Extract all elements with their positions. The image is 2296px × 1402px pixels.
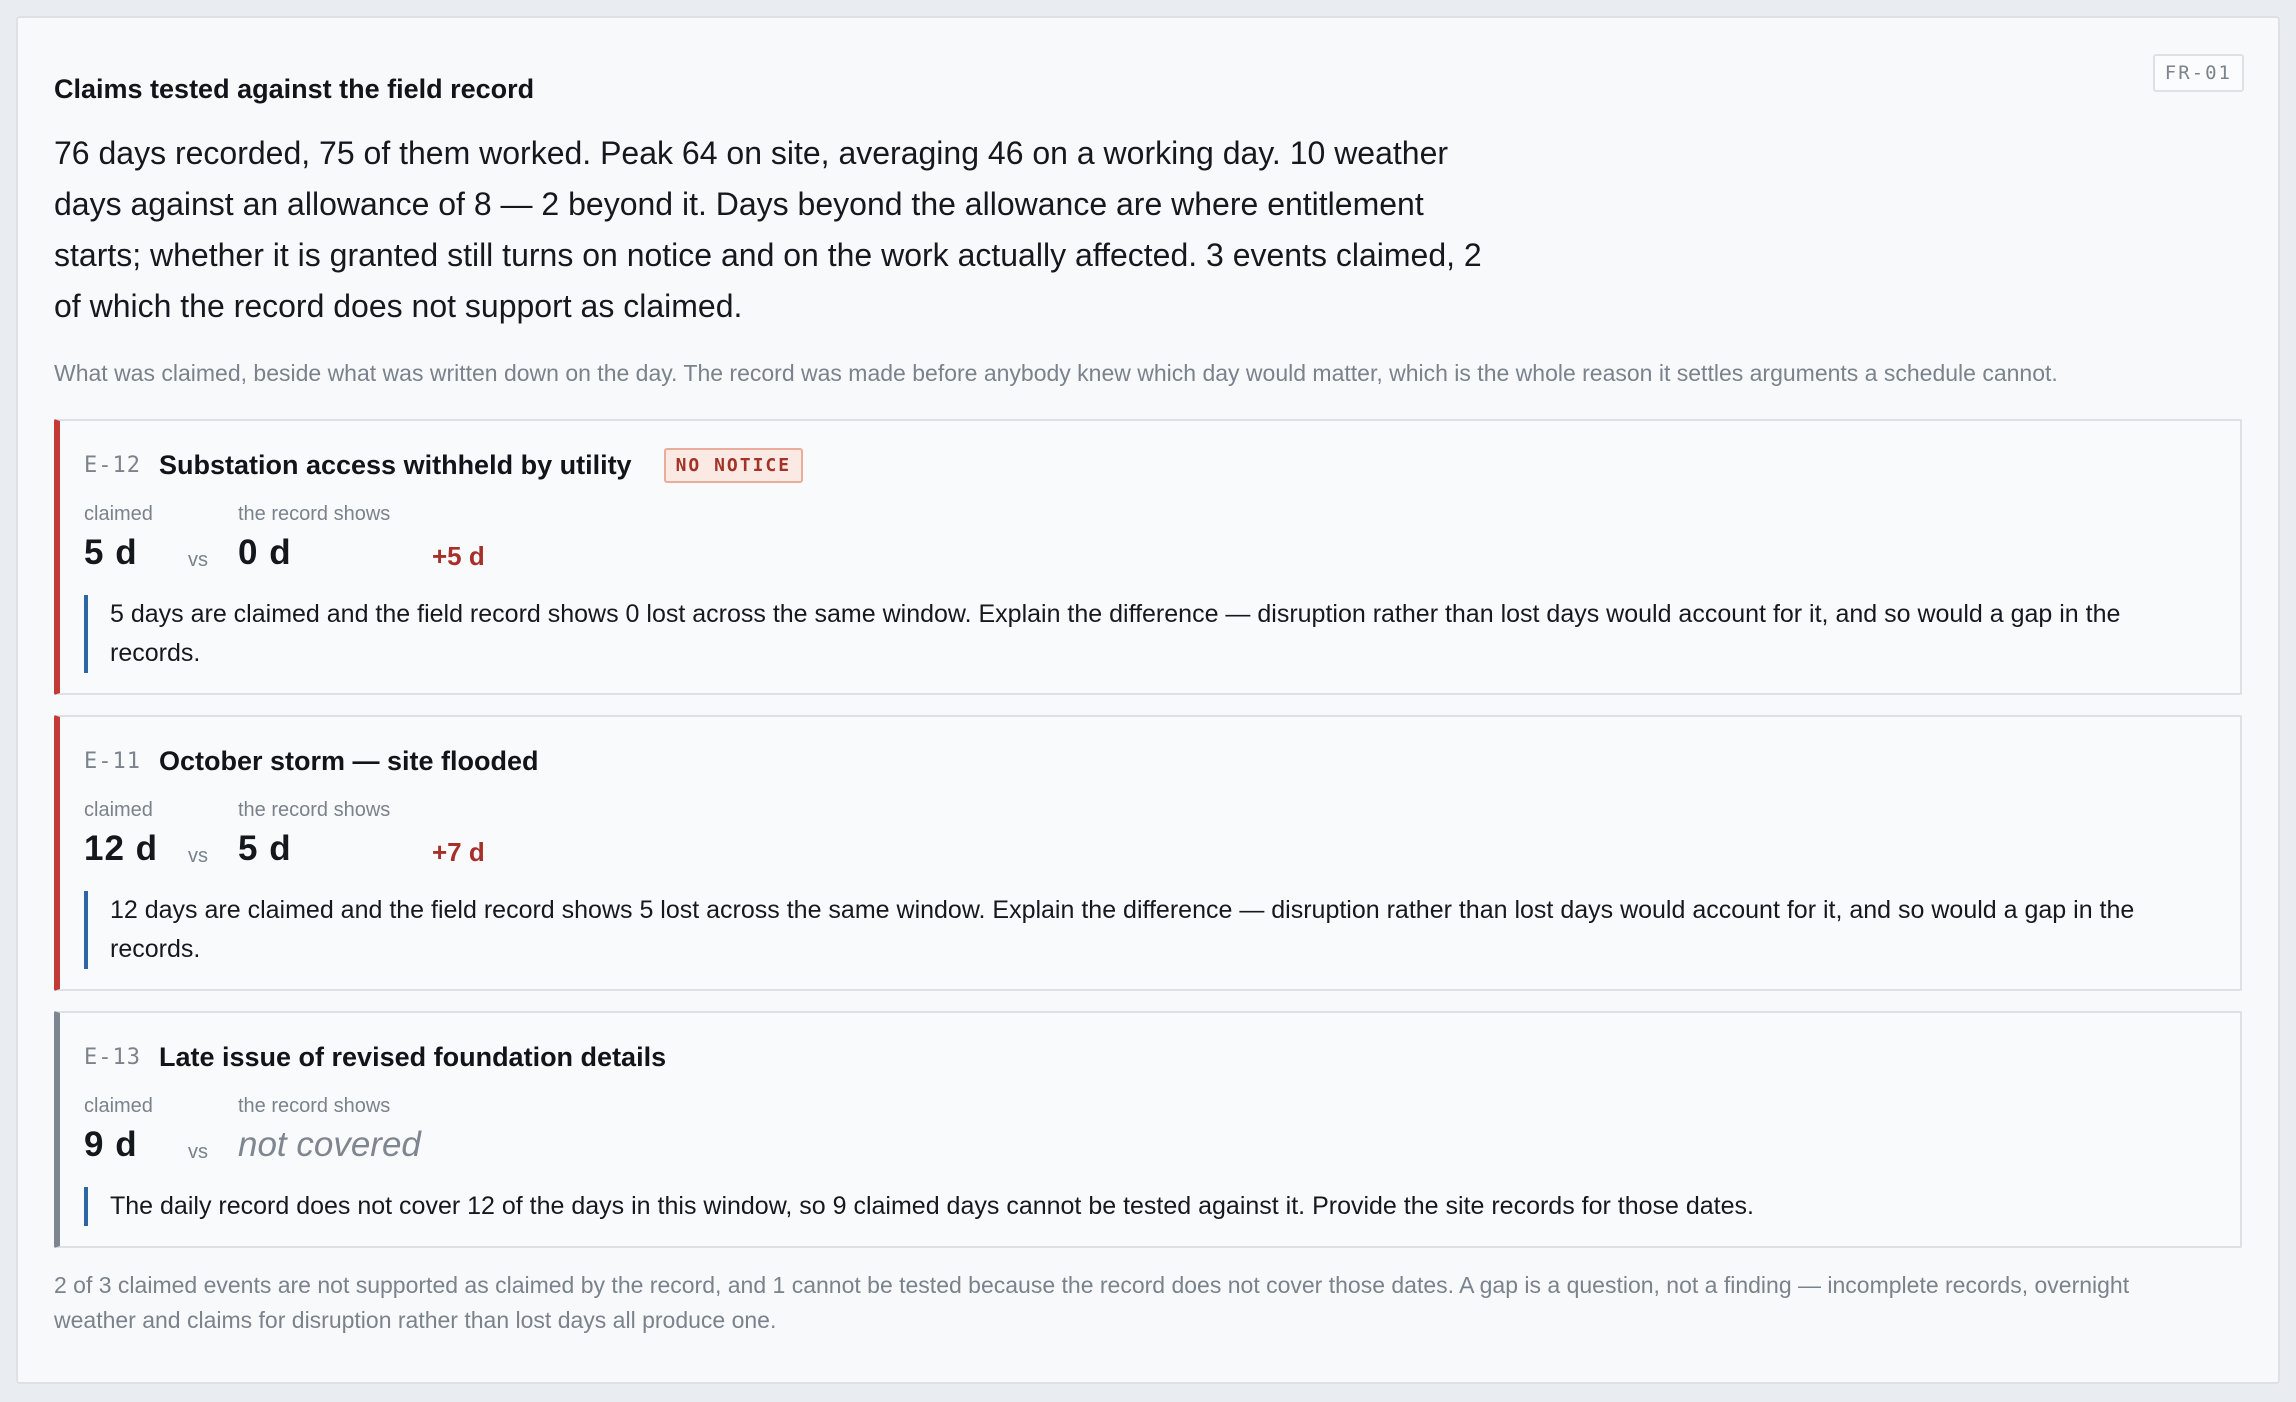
- event-card-e12: [54, 419, 2242, 695]
- record-shows-label: the record shows: [238, 1095, 391, 1117]
- difference-value: +5 d: [432, 541, 485, 571]
- event-card-e13: [54, 1011, 2242, 1248]
- claims-panel: [16, 16, 2280, 1384]
- event-card-e11: [54, 715, 2242, 991]
- event-title: Late issue of revised foundation details: [158, 1041, 667, 1072]
- claimed-label: claimed: [84, 1095, 153, 1117]
- claim-comparison: [84, 1087, 2216, 1179]
- vs-label: vs: [188, 1141, 208, 1163]
- event-note: 5 days are claimed and the field record shows 0 lost across the same window. Explain the difference — disruption rather than lost days would account for it, and so would a gap in the records.: [84, 595, 2216, 673]
- event-header: [84, 741, 2216, 781]
- event-note: The daily record does not cover 12 of the days in this window, so 9 claimed days cannot be tested against it. Provide the site records for those dates.: [84, 1187, 2216, 1226]
- record-value: 5 d: [238, 829, 292, 868]
- claimed-label: claimed: [84, 799, 153, 821]
- record-value-not-covered: not covered: [238, 1125, 421, 1164]
- panel-title: Claims tested against the field record: [54, 74, 535, 104]
- event-note: 12 days are claimed and the field record shows 5 lost across the same window. Explain the difference — disruption rather than lost days would account for it, and so would a gap in the records.: [84, 891, 2216, 969]
- event-title: October storm — site flooded: [158, 745, 539, 776]
- reference-badge: FR-01: [2153, 54, 2244, 92]
- event-id: E-13: [84, 1044, 141, 1070]
- intro-text: What was claimed, beside what was written down on the day. The record was made before anybody knew which day would matter, which is the whole reason it settles arguments a schedule cannot.: [54, 360, 2058, 386]
- vs-label: vs: [188, 549, 208, 571]
- summary-text: 76 days recorded, 75 of them worked. Peak 64 on site, averaging 46 on a working day. 10 weather days against an allowance of 8 — 2 beyond it. Days beyond the allowance are where entitlement starts; whether it is granted still turns on notice and on the work actually affected. 3 events claimed, 2 of which the record does not support as claimed.: [54, 135, 1482, 324]
- claim-comparison: [84, 495, 2216, 587]
- claimed-value: 12 d: [84, 829, 159, 868]
- event-header: [84, 1037, 2216, 1077]
- no-notice-badge: NO NOTICE: [664, 448, 804, 483]
- claimed-value: 9 d: [84, 1125, 138, 1164]
- record-shows-label: the record shows: [238, 799, 391, 821]
- event-title: Substation access withheld by utility: [158, 449, 632, 480]
- event-id: E-12: [84, 452, 141, 478]
- claim-comparison: [84, 791, 2216, 883]
- event-header: [84, 445, 2216, 485]
- difference-value: +7 d: [432, 837, 485, 867]
- vs-label: vs: [188, 845, 208, 867]
- claimed-label: claimed: [84, 503, 153, 525]
- event-id: E-11: [84, 748, 141, 774]
- claimed-value: 5 d: [84, 533, 138, 572]
- record-shows-label: the record shows: [238, 503, 391, 525]
- footer-note: 2 of 3 claimed events are not supported as claimed by the record, and 1 cannot be tested because the record does not cover those dates. A gap is a question, not a finding — incomplete records, overnight weather and claims for disruption rather than lost days all produce one.: [54, 1272, 2130, 1333]
- record-value: 0 d: [238, 533, 292, 572]
- event-list: [54, 419, 2242, 1248]
